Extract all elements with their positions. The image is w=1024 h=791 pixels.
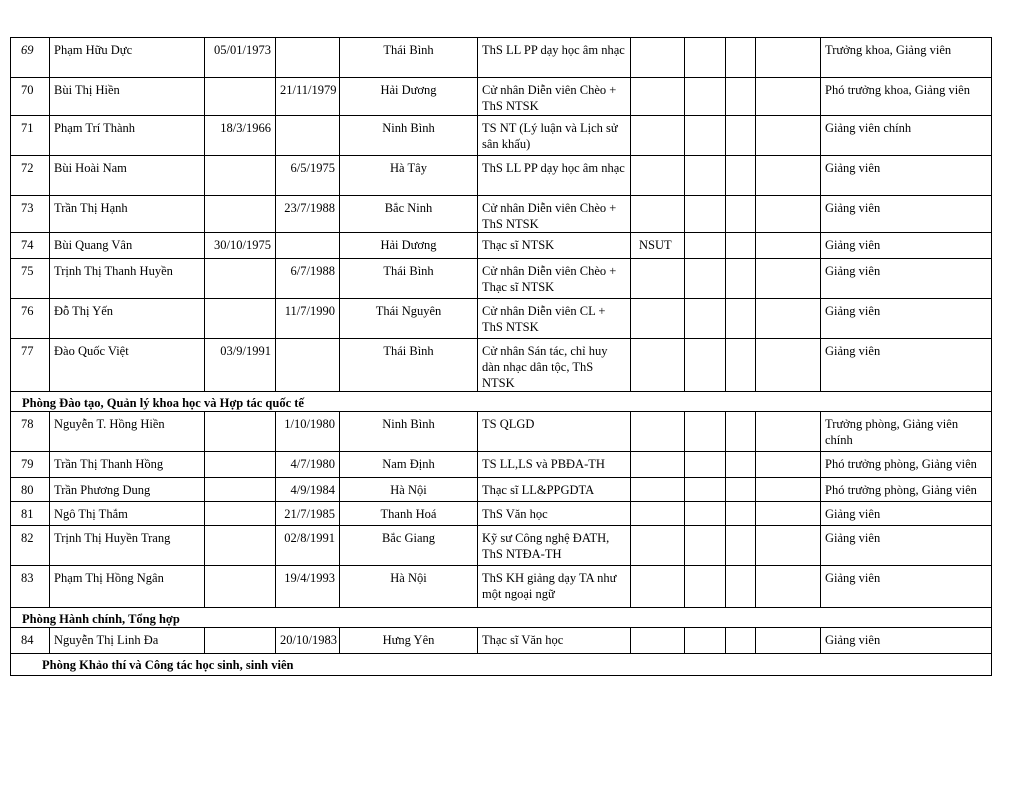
birthdate-male: 03/9/1991 — [205, 339, 276, 392]
section-title: Phòng Khảo thí và Công tác học sinh, sinh viên — [11, 654, 992, 676]
degree: Cử nhân Diễn viên Chèo + ThS NTSK — [478, 196, 631, 233]
empty-cell — [756, 628, 821, 654]
empty-cell — [726, 566, 756, 608]
staff-name: Nguyễn Thị Linh Đa — [50, 628, 205, 654]
empty-cell — [726, 452, 756, 478]
birthdate-male — [205, 628, 276, 654]
position: Phó trưởng khoa, Giảng viên — [821, 78, 992, 116]
birthdate-male — [205, 478, 276, 502]
degree: Thạc sĩ Văn học — [478, 628, 631, 654]
row-number: 70 — [11, 78, 50, 116]
row-number: 69 — [11, 38, 50, 78]
degree: Cử nhân Diễn viên Chèo + Thạc sĩ NTSK — [478, 259, 631, 299]
staff-name: Trần Thị Thanh Hồng — [50, 452, 205, 478]
hometown: Thái Bình — [340, 259, 478, 299]
row-number: 73 — [11, 196, 50, 233]
birthdate-female: 4/9/1984 — [276, 478, 340, 502]
empty-cell — [685, 156, 726, 196]
birthdate-female: 1/10/1980 — [276, 412, 340, 452]
honorary-title — [631, 38, 685, 78]
hometown: Nam Định — [340, 452, 478, 478]
row-number: 81 — [11, 502, 50, 526]
row-number: 82 — [11, 526, 50, 566]
staff-table — [10, 37, 992, 676]
degree: ThS Văn học — [478, 502, 631, 526]
birthdate-female — [276, 38, 340, 78]
staff-name: Bùi Thị Hiền — [50, 78, 205, 116]
position: Giảng viên — [821, 299, 992, 339]
degree: Cử nhân Diễn viên CL + ThS NTSK — [478, 299, 631, 339]
staff-name: Phạm Trí Thành — [50, 116, 205, 156]
table-row — [11, 38, 992, 78]
empty-cell — [685, 566, 726, 608]
row-number: 76 — [11, 299, 50, 339]
section-row-admin — [11, 608, 992, 628]
empty-cell — [685, 478, 726, 502]
honorary-title — [631, 526, 685, 566]
honorary-title: NSUT — [631, 233, 685, 259]
empty-cell — [685, 526, 726, 566]
birthdate-male — [205, 452, 276, 478]
birthdate-male — [205, 566, 276, 608]
birthdate-male — [205, 412, 276, 452]
position: Giảng viên — [821, 628, 992, 654]
position: Giảng viên — [821, 502, 992, 526]
empty-cell — [685, 259, 726, 299]
degree: Thạc sĩ NTSK — [478, 233, 631, 259]
hometown: Bắc Ninh — [340, 196, 478, 233]
section-title: Phòng Đào tạo, Quản lý khoa học và Hợp tác quốc tế — [11, 392, 992, 412]
honorary-title — [631, 628, 685, 654]
birthdate-male — [205, 196, 276, 233]
hometown: Hà Nội — [340, 478, 478, 502]
empty-cell — [726, 259, 756, 299]
table-row — [11, 478, 992, 502]
degree: ThS KH giảng dạy TA như một ngoại ngữ — [478, 566, 631, 608]
empty-cell — [756, 233, 821, 259]
degree: Cử nhân Diễn viên Chèo + ThS NTSK — [478, 78, 631, 116]
position: Giảng viên — [821, 156, 992, 196]
empty-cell — [756, 478, 821, 502]
section-row-exam — [11, 654, 992, 676]
hometown: Hà Tây — [340, 156, 478, 196]
table-row — [11, 526, 992, 566]
empty-cell — [726, 78, 756, 116]
empty-cell — [726, 299, 756, 339]
position: Giảng viên — [821, 259, 992, 299]
degree: TS NT (Lý luận và Lịch sử sân khấu) — [478, 116, 631, 156]
birthdate-female — [276, 116, 340, 156]
empty-cell — [756, 78, 821, 116]
degree: Cử nhân Sán tác, chỉ huy dàn nhạc dân tộc, ThS NTSK — [478, 339, 631, 392]
birthdate-male: 30/10/1975 — [205, 233, 276, 259]
hometown: Thái Bình — [340, 38, 478, 78]
staff-name: Bùi Quang Vân — [50, 233, 205, 259]
staff-name: Phạm Hữu Dực — [50, 38, 205, 78]
birthdate-male — [205, 78, 276, 116]
honorary-title — [631, 478, 685, 502]
hometown: Hải Dương — [340, 78, 478, 116]
row-number: 83 — [11, 566, 50, 608]
empty-cell — [685, 78, 726, 116]
empty-cell — [685, 452, 726, 478]
honorary-title — [631, 196, 685, 233]
empty-cell — [756, 38, 821, 78]
empty-cell — [726, 526, 756, 566]
birthdate-male — [205, 259, 276, 299]
staff-name: Phạm Thị Hồng Ngân — [50, 566, 205, 608]
degree: Kỹ sư Công nghệ ĐATH, ThS NTĐA-TH — [478, 526, 631, 566]
hometown: Thái Bình — [340, 339, 478, 392]
birthdate-female: 21/11/1979 — [276, 78, 340, 116]
honorary-title — [631, 412, 685, 452]
empty-cell — [685, 412, 726, 452]
hometown: Ninh Bình — [340, 412, 478, 452]
honorary-title — [631, 259, 685, 299]
table-row — [11, 299, 992, 339]
section-row-training — [11, 392, 992, 412]
hometown: Ninh Bình — [340, 116, 478, 156]
birthdate-female: 4/7/1980 — [276, 452, 340, 478]
empty-cell — [726, 339, 756, 392]
table-row — [11, 233, 992, 259]
empty-cell — [756, 526, 821, 566]
birthdate-female: 11/7/1990 — [276, 299, 340, 339]
honorary-title — [631, 502, 685, 526]
hometown: Hưng Yên — [340, 628, 478, 654]
table-body-faculty — [11, 38, 992, 392]
table-row — [11, 502, 992, 526]
table-row — [11, 452, 992, 478]
empty-cell — [756, 196, 821, 233]
position: Giảng viên — [821, 196, 992, 233]
position: Giảng viên — [821, 566, 992, 608]
empty-cell — [726, 116, 756, 156]
birthdate-female: 19/4/1993 — [276, 566, 340, 608]
staff-name: Trần Phương Dung — [50, 478, 205, 502]
birthdate-female: 23/7/1988 — [276, 196, 340, 233]
row-number: 71 — [11, 116, 50, 156]
birthdate-female — [276, 339, 340, 392]
table-body-admin — [11, 628, 992, 654]
staff-name: Trần Thị Hạnh — [50, 196, 205, 233]
table-row — [11, 78, 992, 116]
honorary-title — [631, 452, 685, 478]
birthdate-male — [205, 299, 276, 339]
empty-cell — [726, 628, 756, 654]
table-body-training — [11, 412, 992, 608]
honorary-title — [631, 116, 685, 156]
section-title: Phòng Hành chính, Tổng hợp — [11, 608, 992, 628]
position: Trưởng khoa, Giảng viên — [821, 38, 992, 78]
empty-cell — [756, 566, 821, 608]
empty-cell — [685, 339, 726, 392]
empty-cell — [726, 412, 756, 452]
honorary-title — [631, 339, 685, 392]
empty-cell — [756, 412, 821, 452]
empty-cell — [685, 233, 726, 259]
birthdate-female: 20/10/1983 — [276, 628, 340, 654]
honorary-title — [631, 299, 685, 339]
birthdate-female: 6/7/1988 — [276, 259, 340, 299]
empty-cell — [756, 299, 821, 339]
position: Phó trưởng phòng, Giảng viên — [821, 478, 992, 502]
birthdate-female — [276, 233, 340, 259]
honorary-title — [631, 566, 685, 608]
birthdate-male: 18/3/1966 — [205, 116, 276, 156]
staff-name: Ngô Thị Thắm — [50, 502, 205, 526]
degree: TS QLGD — [478, 412, 631, 452]
honorary-title — [631, 78, 685, 116]
empty-cell — [685, 628, 726, 654]
hometown: Thái Nguyên — [340, 299, 478, 339]
empty-cell — [756, 452, 821, 478]
position: Trưởng phòng, Giảng viên chính — [821, 412, 992, 452]
row-number: 74 — [11, 233, 50, 259]
staff-name: Đỗ Thị Yến — [50, 299, 205, 339]
staff-name: Đào Quốc Việt — [50, 339, 205, 392]
empty-cell — [685, 38, 726, 78]
row-number: 79 — [11, 452, 50, 478]
birthdate-male — [205, 526, 276, 566]
empty-cell — [726, 156, 756, 196]
row-number: 80 — [11, 478, 50, 502]
honorary-title — [631, 156, 685, 196]
row-number: 72 — [11, 156, 50, 196]
position: Phó trưởng phòng, Giảng viên — [821, 452, 992, 478]
empty-cell — [726, 196, 756, 233]
hometown: Bắc Giang — [340, 526, 478, 566]
degree: ThS LL PP dạy học âm nhạc — [478, 156, 631, 196]
row-number: 84 — [11, 628, 50, 654]
degree: Thạc sĩ LL&PPGDTA — [478, 478, 631, 502]
degree: TS LL,LS và PBĐA-TH — [478, 452, 631, 478]
empty-cell — [756, 116, 821, 156]
table-row — [11, 259, 992, 299]
empty-cell — [685, 196, 726, 233]
birthdate-male — [205, 156, 276, 196]
staff-name: Trịnh Thị Huyền Trang — [50, 526, 205, 566]
birthdate-male — [205, 502, 276, 526]
table-row — [11, 116, 992, 156]
empty-cell — [756, 339, 821, 392]
position: Giảng viên chính — [821, 116, 992, 156]
hometown: Hà Nội — [340, 566, 478, 608]
empty-cell — [726, 233, 756, 259]
table-row — [11, 628, 992, 654]
table-row — [11, 156, 992, 196]
birthdate-female: 21/7/1985 — [276, 502, 340, 526]
staff-name: Trịnh Thị Thanh Huyền — [50, 259, 205, 299]
birthdate-female: 02/8/1991 — [276, 526, 340, 566]
degree: ThS LL PP dạy học âm nhạc — [478, 38, 631, 78]
hometown: Thanh Hoá — [340, 502, 478, 526]
empty-cell — [756, 156, 821, 196]
table-row — [11, 566, 992, 608]
position: Giảng viên — [821, 526, 992, 566]
table-row — [11, 339, 992, 392]
empty-cell — [685, 502, 726, 526]
hometown: Hải Dương — [340, 233, 478, 259]
row-number: 77 — [11, 339, 50, 392]
empty-cell — [756, 502, 821, 526]
empty-cell — [726, 502, 756, 526]
position: Giảng viên — [821, 233, 992, 259]
staff-name: Bùi Hoài Nam — [50, 156, 205, 196]
birthdate-male: 05/01/1973 — [205, 38, 276, 78]
birthdate-female: 6/5/1975 — [276, 156, 340, 196]
table-row — [11, 412, 992, 452]
empty-cell — [726, 478, 756, 502]
empty-cell — [685, 299, 726, 339]
position: Giảng viên — [821, 339, 992, 392]
staff-name: Nguyễn T. Hồng Hiền — [50, 412, 205, 452]
empty-cell — [685, 116, 726, 156]
empty-cell — [726, 38, 756, 78]
table-row — [11, 196, 992, 233]
row-number: 75 — [11, 259, 50, 299]
empty-cell — [756, 259, 821, 299]
row-number: 78 — [11, 412, 50, 452]
